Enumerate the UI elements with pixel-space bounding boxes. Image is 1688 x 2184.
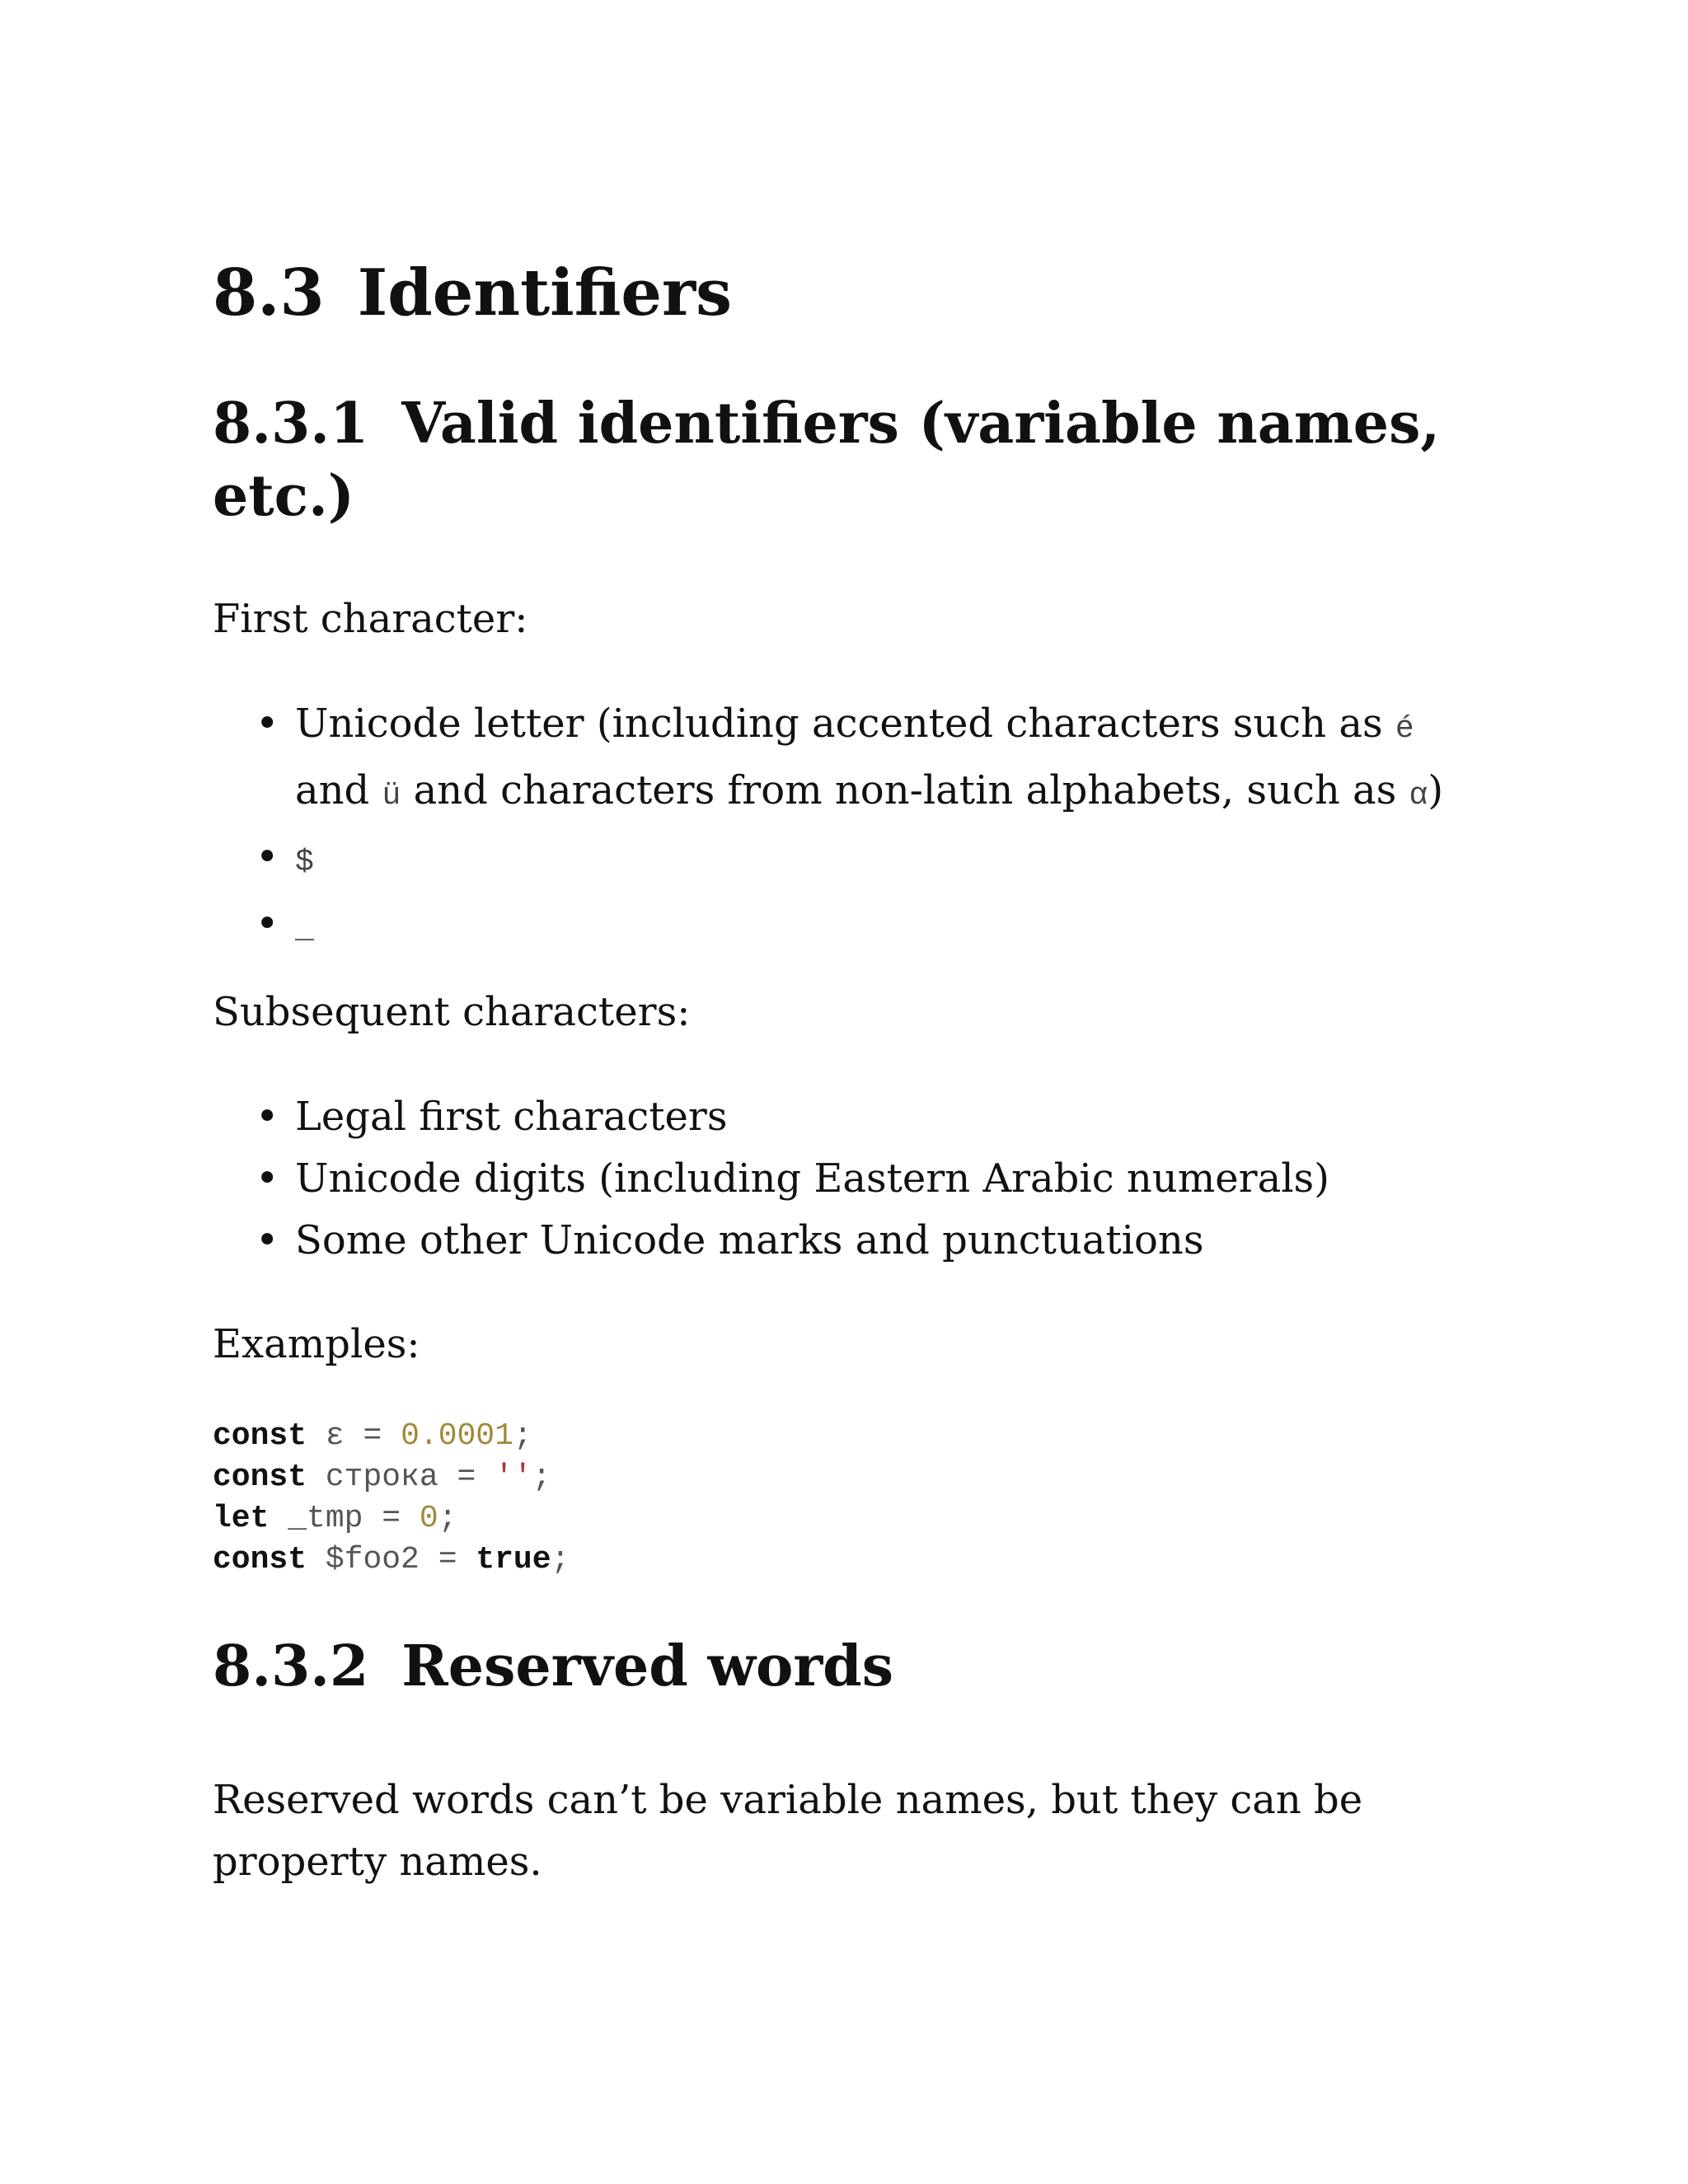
list-item <box>213 693 1449 827</box>
first-character-label: First character: <box>213 596 528 642</box>
examples-label: Examples: <box>213 1321 420 1367</box>
code-punctuation: ; <box>532 1460 551 1495</box>
bullet: • <box>256 1155 279 1202</box>
code-operator: = <box>438 1542 457 1577</box>
reserved-words-paragraph: Reserved words can’t be variable names, but they can be property names. <box>213 1777 1363 1885</box>
list-item <box>213 893 1449 960</box>
list-item <box>213 1148 1449 1210</box>
code-literal: 0.0001 <box>401 1418 513 1454</box>
section-number: 8.3 <box>213 255 325 330</box>
code-punctuation: ; <box>513 1418 532 1454</box>
list-item-text: Legal first characters <box>295 1094 728 1140</box>
subsection-number: 8.3.1 <box>213 391 369 457</box>
inline-code: _ <box>295 912 314 947</box>
subsection-title: Reserved words <box>401 1633 893 1699</box>
code-punctuation: ; <box>551 1542 570 1577</box>
list-item <box>213 1086 1449 1148</box>
code-operator: = <box>363 1418 382 1454</box>
code-keyword: const <box>213 1460 307 1495</box>
list-item-text: and <box>295 767 382 813</box>
code-line <box>213 1542 570 1577</box>
code-punctuation: ; <box>438 1501 457 1536</box>
list-item-text: ) <box>1428 767 1444 813</box>
subsection-heading-reserved-words <box>213 1630 893 1703</box>
section-title: Identifiers <box>357 255 733 330</box>
section-heading <box>213 254 732 333</box>
inline-code: ü <box>382 778 401 813</box>
code-identifier: строка <box>325 1460 438 1495</box>
inline-code: α <box>1409 778 1428 813</box>
code-literal: true <box>476 1542 551 1577</box>
list-item <box>213 1210 1449 1272</box>
bullet: • <box>256 834 279 880</box>
code-operator: = <box>382 1501 401 1536</box>
subsection-heading-valid-identifiers <box>213 387 1449 532</box>
list-item-text: Some other Unicode marks and punctuations <box>295 1217 1204 1263</box>
inline-code: $ <box>295 845 314 880</box>
code-identifier: ε <box>325 1418 345 1454</box>
bullet: • <box>256 701 279 747</box>
bullet: • <box>256 901 279 947</box>
subsection-title: Valid identifiers (variable names, etc.) <box>213 391 1441 529</box>
first-character-list <box>213 693 1449 960</box>
code-literal: '' <box>495 1460 532 1495</box>
inline-code: é <box>1395 711 1414 747</box>
code-line <box>213 1501 457 1536</box>
code-identifier: _tmp <box>288 1501 363 1536</box>
code-keyword: const <box>213 1542 307 1577</box>
bullet: • <box>256 1094 279 1140</box>
code-line <box>213 1418 532 1454</box>
subsection-number: 8.3.2 <box>213 1633 369 1699</box>
code-keyword: let <box>213 1501 270 1536</box>
code-operator: = <box>457 1460 476 1495</box>
code-keyword: const <box>213 1418 307 1454</box>
list-item-text: Unicode letter (including accented characters such as <box>295 701 1395 747</box>
list-item <box>213 827 1449 893</box>
bullet: • <box>256 1217 279 1263</box>
list-item-text: Unicode digits (including Eastern Arabic numerals) <box>295 1155 1329 1202</box>
code-identifier: $foo2 <box>325 1542 420 1577</box>
code-literal: 0 <box>419 1501 438 1536</box>
code-block <box>213 1416 570 1581</box>
subsequent-characters-label: Subsequent characters: <box>213 989 691 1035</box>
subsequent-characters-list <box>213 1086 1449 1272</box>
list-item-text: and characters from non-latin alphabets, such as <box>401 767 1409 813</box>
code-line <box>213 1460 551 1495</box>
